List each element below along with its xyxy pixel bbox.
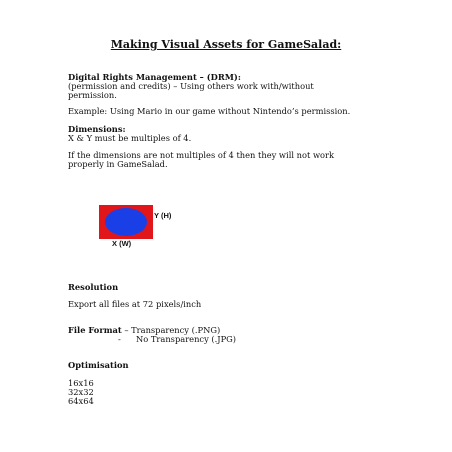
optimisation-size-item: 32x32 (68, 387, 94, 397)
dimensions-note-line2: properly in GameSalad. (68, 159, 168, 169)
dimension-diagram-ellipse (105, 208, 147, 236)
dimension-diagram-rectangle (99, 205, 153, 239)
y-height-label: Y (H) (154, 211, 172, 220)
optimisation-size-item: 64x64 (68, 396, 94, 406)
file-format-bullet: - (118, 334, 121, 344)
dimensions-rule: X & Y must be multiples of 4. (68, 133, 192, 143)
resolution-heading: Resolution (68, 282, 119, 292)
file-format-transparency: – Transparency (.PNG) (121, 325, 221, 335)
drm-heading: Digital Rights Management – (DRM): (68, 72, 241, 82)
drm-description-line1: (permission and credits) – Using others work with/without (68, 81, 314, 91)
drm-description-line2: permission. (68, 90, 117, 100)
dimensions-note-line1: If the dimensions are not multiples of 4 then they will not work (68, 150, 335, 160)
optimisation-size-item: 16x16 (68, 378, 94, 388)
file-format-no-transparency: No Transparency (.JPG) (136, 334, 237, 344)
optimisation-heading: Optimisation (68, 360, 129, 370)
drm-example: Example: Using Mario in our game without Nintendo’s permission. (68, 106, 351, 116)
dimensions-heading: Dimensions: (68, 124, 126, 134)
file-format-heading: File Format (68, 325, 122, 335)
x-width-label: X (W) (112, 239, 132, 248)
document-title: Making Visual Assets for GameSalad: (110, 38, 342, 51)
resolution-text: Export all files at 72 pixels/inch (68, 299, 202, 309)
